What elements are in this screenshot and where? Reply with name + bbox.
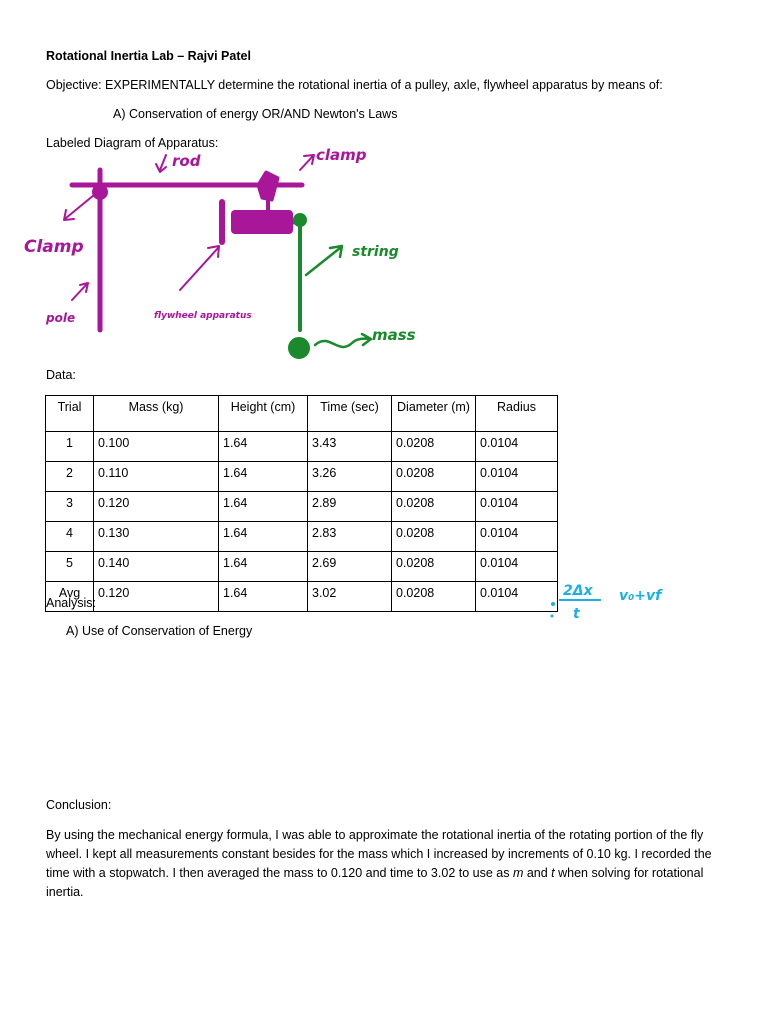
data-heading: Data: xyxy=(46,368,76,382)
apparatus-diagram xyxy=(0,140,768,370)
diagram-label-string: string xyxy=(352,244,399,260)
string-and-mass-drawing xyxy=(289,214,371,358)
table-cell: 0.140 xyxy=(94,552,219,582)
table-cell: Avg xyxy=(46,582,94,612)
table-cell: 2 xyxy=(46,462,94,492)
annotation-expression: v₀+vf xyxy=(619,588,662,604)
table-header-diameter: Diameter (m) xyxy=(392,396,476,432)
table-row xyxy=(46,522,558,552)
annotation-numerator: 2Δx xyxy=(563,583,593,599)
table-cell: 0.0208 xyxy=(392,552,476,582)
table-cell: 0.0104 xyxy=(476,462,558,492)
method-a-text: A) Conservation of energy OR/AND Newton's Laws xyxy=(113,107,398,121)
diagram-label-mass: mass xyxy=(372,326,416,344)
table-cell: 2.83 xyxy=(308,522,392,552)
table-cell: 2.69 xyxy=(308,552,392,582)
table-cell: 0.0104 xyxy=(476,432,558,462)
table-cell: 0.120 xyxy=(94,582,219,612)
table-row xyxy=(46,432,558,462)
table-row-average xyxy=(46,582,558,612)
table-header-trial: Trial xyxy=(46,396,94,432)
table-cell: 0.0104 xyxy=(476,582,558,612)
diagram-label-clamp-left: Clamp xyxy=(24,237,84,257)
table-header-radius: Radius xyxy=(476,396,558,432)
table-cell: 4 xyxy=(46,522,94,552)
document-title: Rotational Inertia Lab – Rajvi Patel xyxy=(46,49,251,63)
table-cell: 0.130 xyxy=(94,522,219,552)
table-cell: 0.0104 xyxy=(476,492,558,522)
table-row xyxy=(46,492,558,522)
table-cell: 2.89 xyxy=(308,492,392,522)
table-header-height: Height (cm) xyxy=(219,396,308,432)
table-cell: 1.64 xyxy=(219,462,308,492)
table-cell: 1.64 xyxy=(219,582,308,612)
table-cell: 0.0208 xyxy=(392,462,476,492)
analysis-heading: Analysis: xyxy=(46,596,97,610)
table-cell: 3 xyxy=(46,492,94,522)
diagram-label-pole: pole xyxy=(46,311,76,325)
conclusion-heading: Conclusion: xyxy=(46,798,112,812)
table-cell: 0.110 xyxy=(94,462,219,492)
table-cell: 1.64 xyxy=(219,522,308,552)
table-cell: 1.64 xyxy=(219,432,308,462)
data-table xyxy=(45,395,558,612)
table-cell: 1 xyxy=(46,432,94,462)
analysis-method-a: A) Use of Conservation of Energy xyxy=(66,624,253,638)
table-cell: 3.02 xyxy=(308,582,392,612)
objective-text: Objective: EXPERIMENTALLY determine the rotational inertia of a pulley, axle, flywheel apparatus by means of: xyxy=(46,78,663,92)
diagram-label-flywheel: flywheel apparatus xyxy=(154,311,252,321)
table-cell: 0.0208 xyxy=(392,492,476,522)
table-cell: 1.64 xyxy=(219,492,308,522)
table-row xyxy=(46,552,558,582)
apparatus-drawing xyxy=(64,155,314,330)
diagram-heading: Labeled Diagram of Apparatus: xyxy=(46,136,219,150)
handwritten-annotation xyxy=(545,578,685,624)
table-cell: 0.0104 xyxy=(476,552,558,582)
diagram-label-clamp-top: clamp xyxy=(316,146,367,164)
table-cell: 0.100 xyxy=(94,432,219,462)
diagram-label-rod: rod xyxy=(172,152,201,170)
table-cell: 0.120 xyxy=(94,492,219,522)
table-cell: 1.64 xyxy=(219,552,308,582)
annotation-denominator: t xyxy=(573,606,580,622)
table-row xyxy=(46,462,558,492)
table-header-row xyxy=(46,396,558,432)
table-cell: 3.43 xyxy=(308,432,392,462)
table-cell: 5 xyxy=(46,552,94,582)
table-cell: 0.0208 xyxy=(392,522,476,552)
table-cell: 0.0208 xyxy=(392,432,476,462)
conclusion-paragraph: By using the mechanical energy formula, I was able to approximate the rotational inertia of the rotating portion of the fly wheel. I kept all measurements constant besides for the mass which I increased by increments of 0.10 kg. I recorded the time with a stopwatch. I then averaged the mass to 0.120 and time to 3.02 to use as m and t when solving for rotational inertia. xyxy=(46,828,712,899)
table-header-time: Time (sec) xyxy=(308,396,392,432)
table-cell: 3.26 xyxy=(308,462,392,492)
table-cell: 0.0208 xyxy=(392,582,476,612)
table-cell: 0.0104 xyxy=(476,522,558,552)
table-header-mass: Mass (kg) xyxy=(94,396,219,432)
